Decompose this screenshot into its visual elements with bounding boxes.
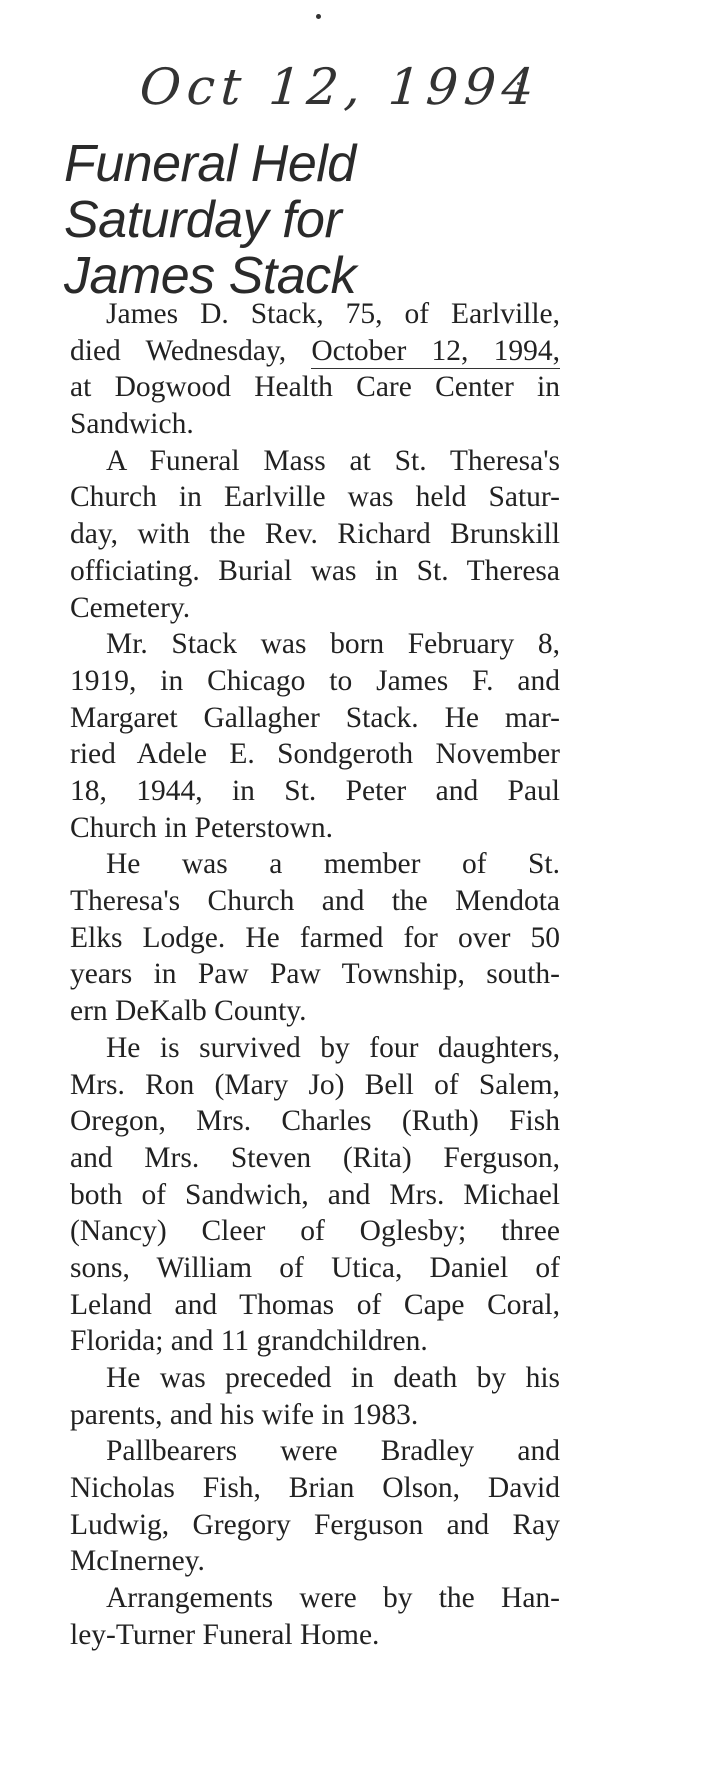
article-line-text: Mr. Stack was born February 8, (106, 628, 560, 661)
article-line-text: sons, William of Utica, Daniel of (70, 1251, 560, 1284)
article-line-text: Nicholas Fish, Brian Olson, David (70, 1472, 560, 1505)
article-line-text: He was a member of St. (106, 848, 560, 881)
underlined-date: October 12, 1994, (311, 334, 560, 367)
article-line (70, 736, 560, 773)
article-line-text: parents, and his wife in 1983. (70, 1398, 419, 1431)
article-line-text: day, with the Rev. Richard Brunskill (70, 518, 560, 551)
article-line (70, 590, 560, 627)
article-line-text: and Mrs. Steven (Rita) Ferguson, (70, 1141, 560, 1174)
article-line-text: died Wednesday, (70, 334, 312, 367)
headline-line: Funeral Held (64, 135, 356, 193)
article-line (70, 1507, 560, 1544)
headline-line: James Stack (64, 247, 357, 305)
article-line (70, 1323, 560, 1360)
article-line (70, 846, 560, 883)
speck-mark (316, 14, 321, 19)
article-line-text: Elks Lodge. He farmed for over 50 (70, 921, 560, 954)
headline (64, 136, 356, 304)
article-line-text: A Funeral Mass at St. Theresa's (106, 444, 560, 477)
headline-line: Saturday for (64, 191, 342, 249)
article-line-text: Arrangements were by the Han- (106, 1582, 560, 1615)
article-line (70, 1250, 560, 1287)
article-line (70, 1580, 560, 1617)
article-line-text: at Dogwood Health Care Center in (70, 371, 560, 404)
article-line-text: years in Paw Paw Township, south- (70, 958, 560, 991)
article-line (70, 296, 560, 333)
article-line-text: McInerney. (70, 1545, 205, 1578)
article-line-text: Theresa's Church and the Mendota (70, 885, 560, 918)
article-line (70, 1140, 560, 1177)
article-line (70, 553, 560, 590)
article-line-text: ley-Turner Funeral Home. (70, 1618, 380, 1651)
article-line (70, 1287, 560, 1324)
article-line (70, 626, 560, 663)
article-line (70, 773, 560, 810)
article-line-text: Sandwich. (70, 408, 194, 441)
article-line (70, 1213, 560, 1250)
article-line (70, 479, 560, 516)
article-line (70, 406, 560, 443)
article-line (70, 1433, 560, 1470)
article-line (70, 1067, 560, 1104)
article-line (70, 1103, 560, 1140)
article-line (70, 700, 560, 737)
handwritten-date: Oct 12, 1994 (137, 58, 542, 116)
article-line (70, 1030, 560, 1067)
article-line-text: Church in Earlville was held Satur- (70, 481, 560, 514)
article-line-text: ried Adele E. Sondgeroth November (70, 738, 560, 771)
article-line-text: Cemetery. (70, 591, 191, 624)
article-line-text: Oregon, Mrs. Charles (Ruth) Fish (70, 1105, 560, 1138)
article-line-text: both of Sandwich, and Mrs. Michael (70, 1178, 560, 1211)
article-line-text: Florida; and 11 grandchildren. (70, 1325, 428, 1358)
article-line-text: Ludwig, Gregory Ferguson and Ray (70, 1508, 560, 1541)
article-line (70, 1177, 560, 1214)
article-line (70, 333, 560, 370)
article-line (70, 1543, 560, 1580)
article-line-text: Pallbearers were Bradley and (106, 1435, 560, 1468)
article-line-text: Mrs. Ron (Mary Jo) Bell of Salem, (70, 1068, 560, 1101)
article-line-text: officiating. Burial was in St. Theresa (70, 554, 560, 587)
article-line (70, 369, 560, 406)
article-line (70, 883, 560, 920)
article-line (70, 993, 560, 1030)
article-line-text: He was preceded in death by his (106, 1362, 560, 1395)
article-line (70, 810, 560, 847)
article-line (70, 443, 560, 480)
article-line-text: Church in Peterstown. (70, 811, 334, 844)
article-body (70, 296, 560, 1654)
article-line (70, 516, 560, 553)
article-line (70, 1470, 560, 1507)
article-line (70, 1397, 560, 1434)
article-line-text: ern DeKalb County. (70, 995, 307, 1028)
article-line-text: 1919, in Chicago to James F. and (70, 664, 560, 697)
article-line-text: James D. Stack, 75, of Earlville, (106, 298, 560, 330)
article-line (70, 956, 560, 993)
article-line-text: 18, 1944, in St. Peter and Paul (70, 774, 560, 807)
article-line (70, 1360, 560, 1397)
article-line-text: He is survived by four daughters, (106, 1031, 560, 1064)
article-line-text: Margaret Gallagher Stack. He mar- (70, 701, 560, 734)
article-line (70, 1617, 560, 1654)
article-line-text: (Nancy) Cleer of Oglesby; three (70, 1215, 560, 1248)
article-line (70, 920, 560, 957)
article-line-text: Leland and Thomas of Cape Coral, (70, 1288, 560, 1321)
article-line (70, 663, 560, 700)
